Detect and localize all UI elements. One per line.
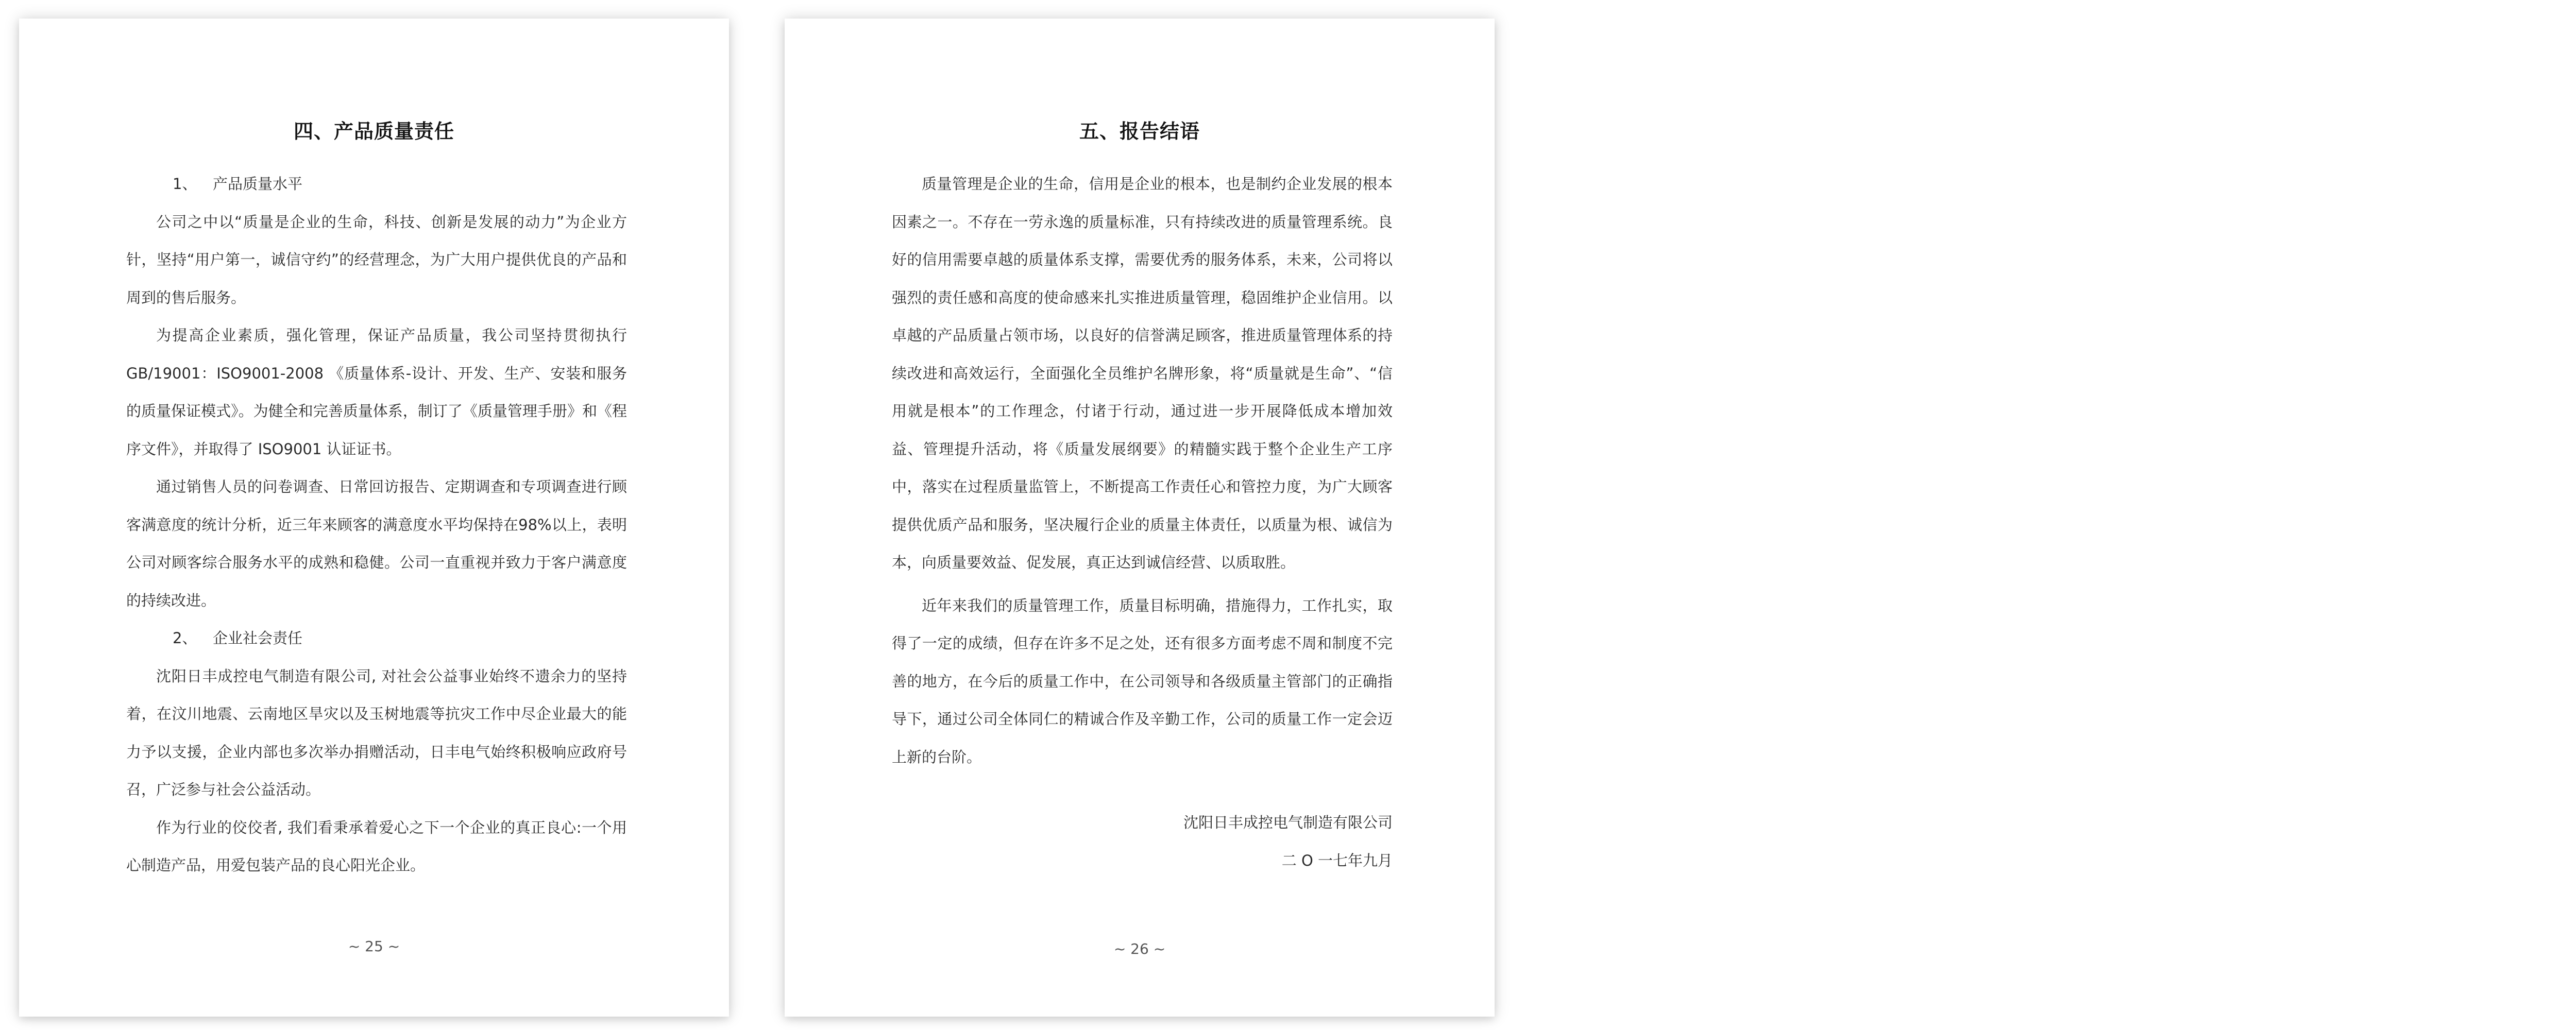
- paragraph: 近年来我们的质量管理工作，质量目标明确，措施得力，工作扎实，取得了一定的成绩，但存在许多不足之处，还有很多方面考虑不周和制度不完善的地方，在今后的质量工作中，在公司领导和各级质量主管部门的正确指导下，通过公司全体同仁的精诚合作及辛勤工作，公司的质量工作一定会迈上新的台阶。: [892, 596, 1393, 766]
- section-heading-text: 产品质量水平: [213, 175, 303, 193]
- page-number: ~ 25 ~: [348, 938, 400, 955]
- section-number: 2、: [173, 629, 197, 647]
- page-body: [892, 165, 1393, 880]
- paragraph: 公司之中以“质量是企业的生命，科技、创新是发展的动力”为企业方针，坚持“用户第一，诚信守约”的经营理念，为广大用户提供优良的产品和周到的售后服务。: [126, 213, 627, 306]
- section-heading-social-responsibility: [126, 620, 627, 658]
- section-heading-text: 企业社会责任: [213, 629, 303, 647]
- page-number: ~ 26 ~: [1113, 940, 1166, 957]
- document-page-25: [19, 19, 729, 1017]
- paragraph: 作为行业的佼佼者, 我们看秉承着爱心之下一个企业的真正良心:一个用心制造产品，用爱包装产品的良心阳光企业。: [126, 818, 627, 874]
- page-title: 四、产品质量责任: [293, 120, 454, 143]
- signature-company: 沈阳日丰成控电气制造有限公司: [1183, 814, 1393, 831]
- section-number: 1、: [173, 175, 197, 193]
- paragraph: 为提高企业素质，强化管理，保证产品质量，我公司坚持贯彻执行 GB/19001：ISO9001-2008 《质量体系-设计、开发、生产、安装和服务的质量保证模式》。为健全和完善质量体系，制订了《质量管理手册》和《程序文件》，并取得了 ISO9001 认证证书。: [126, 327, 627, 458]
- paragraph: 通过销售人员的问卷调查、日常回访报告、定期调查和专项调查进行顾客满意度的统计分析，近三年来顾客的满意度水平均保持在98%以上，表明公司对顾客综合服务水平的成熟和稳健。公司一直重视并致力于客户满意度的持续改进。: [126, 478, 627, 609]
- paragraph: 沈阳日丰成控电气制造有限公司, 对社会公益事业始终不遗余力的坚持着，在汶川地震、云南地区旱灾以及玉树地震等抗灾工作中尽企业最大的能力予以支援，企业内部也多次举办捐赠活动，日丰电气始终积极响应政府号召，广泛参与社会公益活动。: [126, 667, 627, 798]
- document-page-26: [785, 19, 1495, 1017]
- signature-date: 二 O 一七年九月: [1281, 851, 1393, 869]
- paragraph: 质量管理是企业的生命，信用是企业的根本，也是制约企业发展的根本因素之一。不存在一劳永逸的质量标准，只有持续改进的质量管理系统。良好的信用需要卓越的质量体系支撑，需要优秀的服务体系，未来，公司将以强烈的责任感和高度的使命感来扎实推进质量管理，稳固维护企业信用。以卓越的产品质量占领市场，以良好的信誉满足顾客，推进质量管理体系的持续改进和高效运行，全面强化全员维护名牌形象，将“质量就是生命”、“信用就是根本”的工作理念，付诸于行动，通过进一步开展降低成本增加效益、管理提升活动，将《质量发展纲要》的精髓实践于整个企业生产工序中，落实在过程质量监管上，不断提高工作责任心和管控力度，为广大顾客提供优质产品和服务，坚决履行企业的质量主体责任，以质量为根、诚信为本，向质量要效益、促发展，真正达到诚信经营、以质取胜。: [892, 175, 1393, 571]
- section-heading-product-quality: [126, 165, 627, 203]
- page-body: [126, 165, 627, 885]
- page-title: 五、报告结语: [1079, 120, 1200, 143]
